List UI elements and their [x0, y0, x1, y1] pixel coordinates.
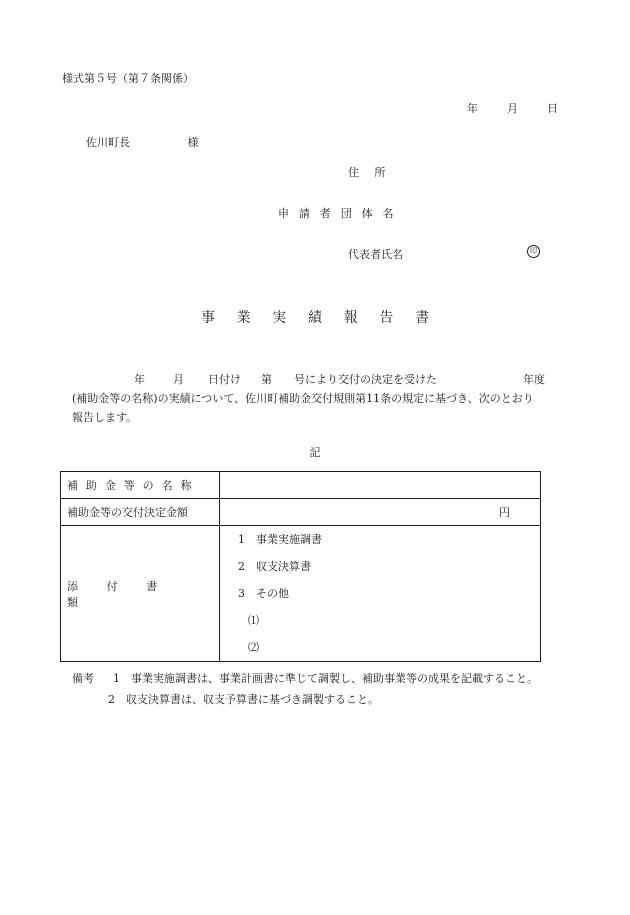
table-row	[61, 499, 541, 526]
ki-heading: 記	[309, 446, 321, 459]
attachment-item: 2 収支決算書	[238, 560, 311, 573]
table-row	[61, 472, 541, 499]
note-item: 2 収支決算書は、収支予算書に基づき調製すること。	[108, 693, 379, 706]
date-month-label: 月	[507, 102, 518, 115]
seal-mark: 印	[527, 245, 540, 258]
form-number: 様式第５号（第７条関係）	[62, 72, 194, 85]
body-line-3: 報告します。	[72, 411, 138, 424]
note-item: 1 事業実施調書は、事業計画書に準じて調製し、補助事業等の成果を記載すること。	[113, 672, 538, 685]
date-day-label: 日	[547, 102, 558, 115]
attachment-item: 1 事業実施調書	[238, 533, 322, 546]
applicant-group-label: 申請者団体名	[278, 207, 404, 220]
attachments-label: 添付書類	[67, 579, 186, 609]
date-year-label: 年	[467, 102, 478, 115]
subsidy-name-label: 補助金等の名称	[67, 479, 200, 492]
body-text	[72, 370, 582, 427]
body-line-2: (補助金等の名称)の実績について、佐川町補助金交付規則第11条の規定に基づき、次のとおり	[72, 392, 534, 405]
attachments-field[interactable]	[220, 526, 541, 662]
report-table	[60, 471, 541, 662]
document-title: 事業実績報告書	[200, 310, 451, 326]
table-row	[61, 526, 541, 662]
representative-label: 代表者氏名	[348, 248, 403, 261]
address-label: 住 所	[348, 166, 388, 179]
notes	[72, 668, 538, 710]
addressee-name: 佐川町長	[86, 136, 130, 149]
subsidy-name-field[interactable]	[220, 472, 541, 499]
grant-amount-label: 補助金等の交付決定金額	[61, 499, 220, 526]
notes-heading: 備考	[72, 672, 94, 685]
yen-unit: 円	[499, 506, 510, 519]
addressee-honorific: 様	[187, 136, 199, 149]
attachment-item: ⑴	[248, 614, 259, 627]
grant-amount-field[interactable]	[220, 499, 541, 526]
attachment-item: 3 その他	[238, 587, 289, 600]
attachment-item: ⑵	[248, 641, 259, 654]
body-line-1: 年 月 日付け 第 号により交付の決定を受けた 年度	[134, 373, 545, 386]
date-line	[467, 100, 558, 116]
addressee	[86, 134, 199, 150]
